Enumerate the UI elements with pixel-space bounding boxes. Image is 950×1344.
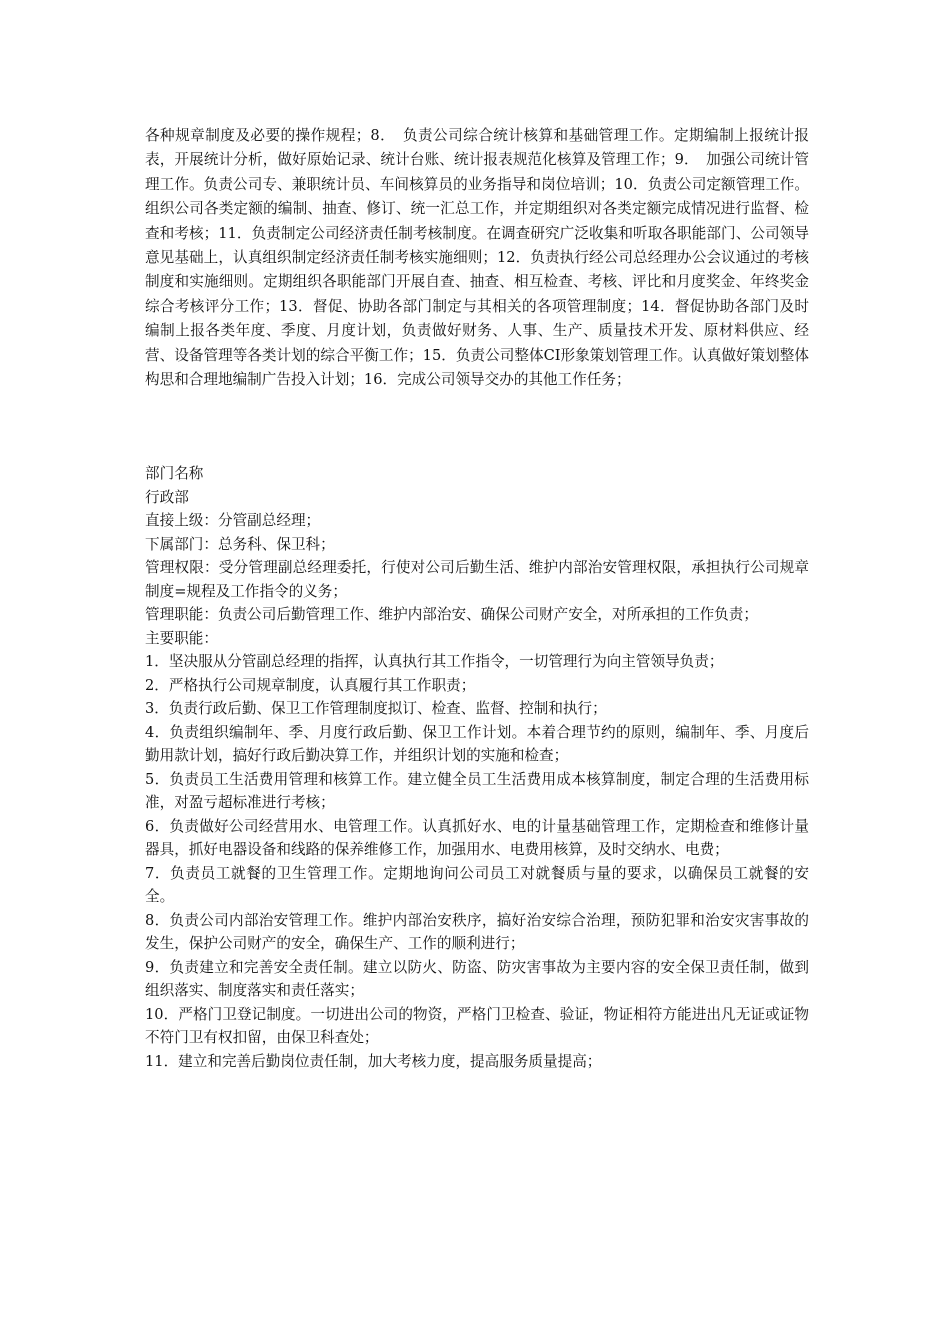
dept-name-label: 部门名称 [145,465,204,483]
duty-item: 9．负责建立和完善安全责任制。建立以防火、防盗、防灾害事故为主要内容的安全保卫责任制，做到组织落实、制度落实和责任落实； [145,958,809,1000]
duty-item: 7．负责员工就餐的卫生管理工作。定期地询问公司员工对就餐质与量的要求，以确保员工就餐的安全。 [145,864,809,906]
duty-item: 3．负责行政后勤、保卫工作管理制度拟订、检查、监督、控制和执行； [145,700,607,718]
duty-item: 5．负责员工生活费用管理和核算工作。建立健全员工生活费用成本核算制度，制定合理的生活费用标准，对盈亏超标准进行考核； [145,770,809,812]
subordinate-line: 下属部门：总务科、保卫科； [145,535,335,553]
dept-name: 行政部 [145,488,189,506]
duty-item: 6．负责做好公司经营用水、电管理工作。认真抓好水、电的计量基础管理工作，定期检查和维修计量器具，抓好电器设备和线路的保养维修工作，加强用水、电费用核算，及时交纳水、电费； [145,817,809,859]
function-paragraph: 管理职能：负责公司后勤管理工作、维护内部治安、确保公司财产安全，对所承担的工作负责； [145,606,758,624]
document-page [145,124,809,1073]
duty-item: 4．负责组织编制年、季、月度行政后勤、保卫工作计划。本着合理节约的原则，编制年、季、月度后勤用款计划，搞好行政后勤决算工作，并组织计划的实施和检查； [145,723,809,765]
authority-paragraph: 管理权限：受分管理副总经理委托，行使对公司后勤生活、维护内部治安管理权限，承担执行公司规章制度=规程及工作指令的义务； [145,559,809,600]
superior-line: 直接上级：分管副总经理； [145,512,321,530]
duty-item: 8．负责公司内部治安管理工作。维护内部治安秩序，搞好治安综合治理，预防犯罪和治安灾害事故的发生，保护公司财产的安全，确保生产、工作的顺利进行； [145,911,809,953]
duty-item: 11．建立和完善后勤岗位责任制，加大考核力度，提高服务质量提高； [145,1052,602,1070]
continued-duties-paragraph: 各种规章制度及必要的操作规程；8． 负责公司综合统计核算和基础管理工作。定期编制上报统计报表，开展统计分析，做好原始记录、统计台账、统计报表规范化核算及管理工作；9． 加强公司统计管理工作。负责公司专、兼职统计员、车间核算员的业务指导和岗位培训；10．负责公司定额管理工作。组织公司各类定额的编制、抽查、修订、统一汇总工作，并定期组织对各类定额完成情况进行监督、检查和考核；11．负责制定公司经济责任制考核制度。在调查研究广泛收集和听取各职能部门、公司领导意见基础上，认真组织制定经济责任制考核实施细则；12．负责执行经公司总经理办公会议通过的考核制度和实施细则。定期组织各职能部门开展自查、抽查、相互检查、考核、评比和月度奖金、年终奖金综合考核评分工作；13．督促、协助各部门制定与其相关的各项管理制度；14．督促协助各部门及时编制上报各类年度、季度、月度计划，负责做好财务、人事、生产、质量技术开发、原材料供应、经营、设备管理等各类计划的综合平衡工作；15．负责公司整体CI形象策划管理工作。认真做好策划整体构思和合理地编制广告投入计划；16．完成公司领导交办的其他工作任务； [145,127,809,389]
duty-item: 1．坚决服从分管副总经理的指挥，认真执行其工作指令，一切管理行为向主管领导负责； [145,653,724,671]
duty-item: 10．严格门卫登记制度。一切进出公司的物资，严格门卫检查、验证，物证相符方能进出凡无证或证物不符门卫有权扣留，由保卫科查处； [145,1005,809,1047]
section-spacer [145,392,809,462]
main-duties-label: 主要职能： [145,629,218,647]
duty-item: 2．严格执行公司规章制度，认真履行其工作职责； [145,676,476,694]
